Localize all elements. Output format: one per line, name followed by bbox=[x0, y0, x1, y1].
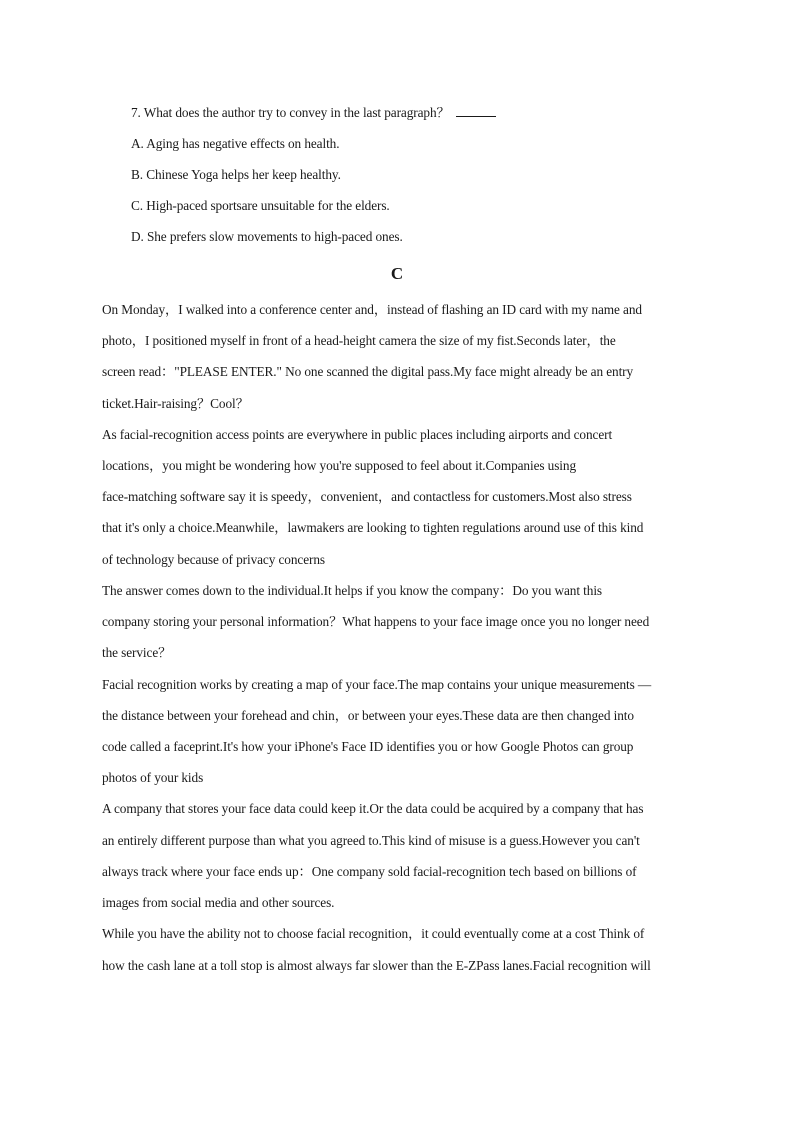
passage-line: screen read："PLEASE ENTER." No one scanned the digital pass.My face might already be an entry bbox=[102, 364, 634, 379]
section-title: C bbox=[390, 264, 404, 283]
option-d: D. She prefers slow movements to high-paced ones. bbox=[131, 229, 403, 244]
answer-blank bbox=[456, 105, 496, 117]
passage-line: that it's only a choice.Meanwhile，lawmakers are looking to tighten regulations around use of this kind bbox=[102, 520, 644, 535]
question-stem-text: 7. What does the author try to convey in the last paragraph？ bbox=[131, 105, 450, 120]
option-c: C. High-paced sportsare unsuitable for the elders. bbox=[131, 198, 390, 213]
passage-line: photo，I positioned myself in front of a head-height camera the size of my fist.Seconds later，the bbox=[102, 333, 616, 348]
option-b: B. Chinese Yoga helps her keep healthy. bbox=[131, 167, 341, 182]
passage-line: code called a faceprint.It's how your iPhone's Face ID identifies you or how Google Photos can group bbox=[102, 739, 634, 754]
passage-line: On Monday，I walked into a conference center and，instead of flashing an ID card with my name and bbox=[102, 302, 642, 317]
option-a: A. Aging has negative effects on health. bbox=[131, 136, 340, 151]
passage-line: A company that stores your face data could keep it.Or the data could be acquired by a company that has bbox=[102, 801, 644, 816]
passage-line: company storing your personal information？What happens to your face image once you no longer need bbox=[102, 614, 650, 629]
passage-line: Facial recognition works by creating a map of your face.The map contains your unique measurements — bbox=[102, 677, 652, 692]
question-stem bbox=[131, 105, 496, 121]
passage-line: images from social media and other sources. bbox=[102, 895, 335, 910]
passage-line: the service？ bbox=[102, 645, 172, 660]
passage-line: an entirely different purpose than what you agreed to.This kind of misuse is a guess.However you can't bbox=[102, 833, 640, 848]
passage-line: always track where your face ends up：One company sold facial-recognition tech based on billions of bbox=[102, 864, 637, 879]
passage-line: As facial-recognition access points are everywhere in public places including airports and concert bbox=[102, 427, 613, 442]
passage-line: locations，you might be wondering how you're supposed to feel about it.Companies using bbox=[102, 458, 576, 473]
passage-line: face-matching software say it is speedy，convenient，and contactless for customers.Most also stress bbox=[102, 489, 632, 504]
passage-line: photos of your kids bbox=[102, 770, 204, 785]
passage-line: The answer comes down to the individual.It helps if you know the company：Do you want this bbox=[102, 583, 602, 598]
passage-line: While you have the ability not to choose facial recognition，it could eventually come at a cost Think of bbox=[102, 926, 645, 941]
passage-line: how the cash lane at a toll stop is almost always far slower than the E-ZPass lanes.Facial recognition will bbox=[102, 958, 651, 973]
passage-line: ticket.Hair-raising？Cool？ bbox=[102, 396, 249, 411]
passage-line: the distance between your forehead and chin，or between your eyes.These data are then changed into bbox=[102, 708, 634, 723]
passage-line: of technology because of privacy concerns bbox=[102, 552, 325, 567]
